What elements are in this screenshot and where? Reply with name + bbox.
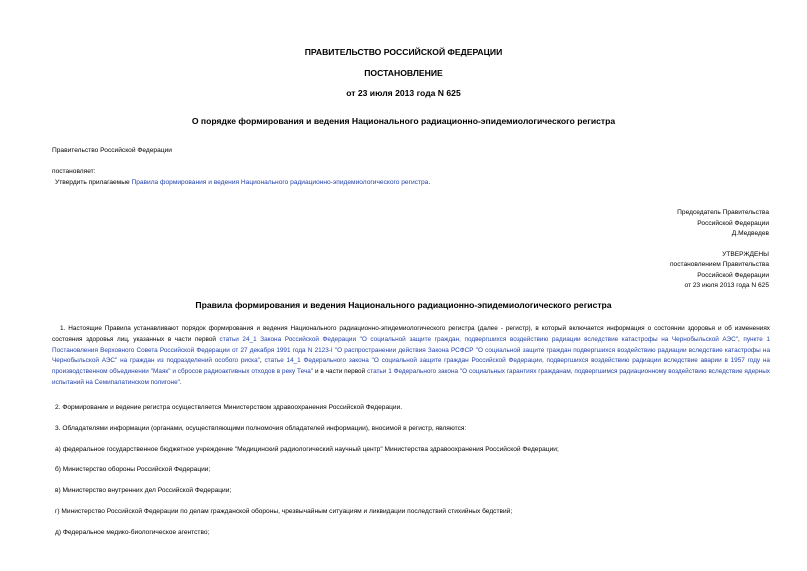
rules-title: Правила формирования и ведения Национального радиационно-эпидемиологического регистра	[195, 300, 612, 310]
document-date-number: от 23 июля 2013 года N 625	[346, 88, 461, 98]
approved-country: Российской Федерации	[697, 272, 769, 279]
clause-3: 3. Обладателями информации (органами, осуществляющими полномочия обладателей информации), вносимой в регистр, являются:	[55, 425, 467, 432]
law-link-article-1[interactable]: статьи 1 Федерального закона "О социальных гарантиях гражданам, подвергшимся радиационному воздействию вследствие ядерных испытаний на Семипалатинском полигоне"	[52, 368, 770, 386]
clause-3-item-d: г) Министерство Российской Федерации по делам гражданской обороны, чрезвычайным ситуациям и ликвидации последствий стихийных бедствий;	[55, 508, 513, 515]
approved-mark: УТВЕРЖДЕНЫ	[722, 251, 769, 258]
clause-1-text-3: ,	[259, 357, 265, 365]
law-link-article-14-1[interactable]: статье 14_1 Федерального закона "О социальной защите граждан Российской Федерации, подвергшихся воздействию радиации вследствие аварии в 1957 году на производственном объединении "Маяк" и сбросов радиоактивных отходов в реку Теча"	[52, 357, 770, 376]
approve-sentence	[55, 179, 430, 186]
clause-1-text-4: и в части первой	[313, 368, 368, 376]
signature-country: Российской Федерации	[697, 220, 769, 227]
rules-link[interactable]: Правила формирования и ведения Национального радиационно-эпидемиологического регистра	[131, 179, 429, 186]
approve-suffix: .	[428, 179, 431, 186]
document-subject: О порядке формирования и ведения Национального радиационно-эпидемиологического регистра	[191, 116, 616, 126]
approved-by: постановлением Правительства	[669, 261, 769, 268]
clause-2: 2. Формирование и ведение регистра осуществляется Министерством здравоохранения Российской Федерации.	[55, 404, 403, 411]
government-heading: ПРАВИТЕЛЬСТВО РОССИЙСКОЙ ФЕДЕРАЦИИ	[304, 47, 503, 57]
issuer-text: Правительство Российской Федерации	[52, 147, 172, 154]
clause-1-text-5: .	[179, 378, 182, 386]
decides-text: постановляет:	[52, 168, 96, 175]
signature-name: Д.Медведев	[731, 230, 769, 237]
clause-3-item-c: в) Министерство внутренних дел Российской Федерации;	[55, 487, 232, 494]
clause-3-item-e: д) Федеральное медико-биологическое агентство;	[55, 529, 210, 536]
clause-1-text-2: ,	[738, 335, 744, 343]
approve-prefix: Утвердить прилагаемые	[55, 179, 132, 186]
law-link-resolution-2123[interactable]: пункте 1 Постановления Верховного Совета Российской Федерации от 27 декабря 1991 года N 2123-I "О распространении действия Закона РСФСР "О социальной защите граждан подвергшихся воздействию радиации вследствие катастрофы на Чернобыльской АЭС" на граждан из подразделений особого риска"	[52, 335, 770, 365]
clause-3-item-b: б) Министерство обороны Российской Федерации;	[55, 466, 211, 473]
signature-position: Председатель Правительства	[677, 209, 769, 216]
clause-1-text-1: 1. Настоящие Правила устанавливают порядок формирования и ведения Национального радиационно-эпидемиологического регистра (далее - регистр), в который включается информация о состоянии здоровья и об изменениях состояния здоровья лиц, указанных в части первой	[52, 325, 770, 343]
approved-date: от 23 июля 2013 года N 625	[684, 282, 769, 289]
clause-1	[52, 324, 770, 389]
clause-3-item-a: а) федеральное государственное бюджетное учреждение "Медицинский радиологический научный центр" Министерства здравоохранения Российской Федерации;	[55, 446, 559, 453]
document-type: ПОСТАНОВЛЕНИЕ	[364, 68, 443, 78]
law-link-article-24-1[interactable]: статьи 24_1 Закона Российской Федерации "О социальной защите граждан, подвергшихся воздействию радиации вследствие катастрофы на Чернобыльской АЭС"	[219, 335, 739, 343]
